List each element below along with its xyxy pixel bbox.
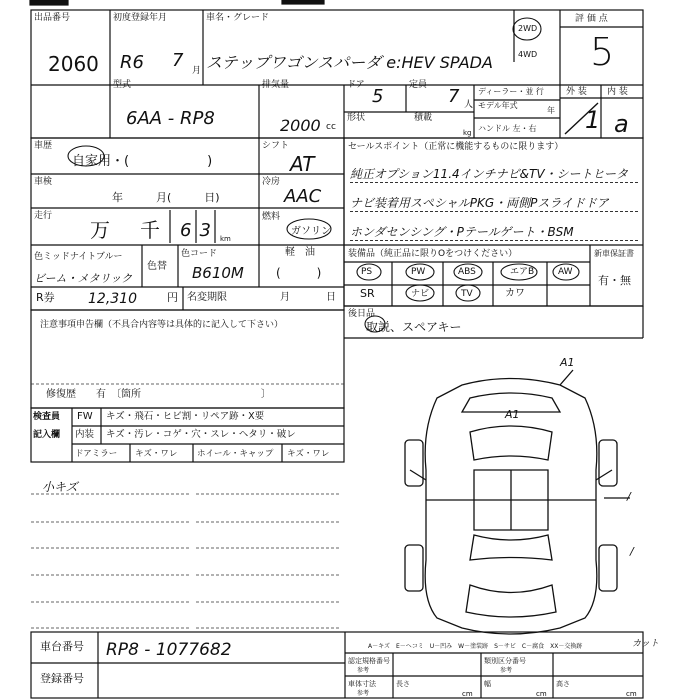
notes-label: 注意事項申告欄（不具合内容等は具体的に記入して下さい）: [40, 320, 284, 330]
new-warranty-label: 新車保証書: [594, 249, 634, 258]
dealer-label: ディーラー・並 行: [478, 87, 544, 96]
sales-line-3: ホンダセンシング・Pテールゲート・BSM: [350, 223, 638, 241]
mirror-items: キズ・ワレ: [135, 449, 178, 459]
size-ref: 参考: [357, 690, 370, 697]
exterior-label: 外 装: [566, 87, 587, 97]
km-unit: km: [220, 235, 231, 243]
after-label: 後日品: [348, 309, 376, 319]
equip-sr: SR: [360, 287, 375, 300]
mark-right-2: /: [630, 545, 634, 558]
inspector-label-1: 検査員: [33, 412, 61, 422]
fw-items: キズ・飛石・ヒビ割・リペア跡・X要: [106, 411, 265, 422]
interior-score: a: [614, 110, 629, 138]
wheel-label: ホイール・キャップ: [197, 449, 274, 459]
mileage-man: 万: [90, 218, 110, 242]
score-label: 評 価 点: [575, 14, 608, 24]
displacement-value: 2000: [280, 116, 321, 135]
fuel-label: 燃料: [262, 212, 281, 222]
color-code-label: 色コード: [181, 249, 218, 259]
kg-unit: kg: [463, 129, 472, 137]
year-unit: 年: [547, 106, 555, 115]
repair-history: 修復歴 有 〔箇所 〕: [46, 389, 271, 400]
handle-label: ハンドル 左・右: [478, 124, 537, 133]
handwritten-note: 小キズ: [42, 480, 78, 494]
mileage-label: 走行: [34, 211, 53, 221]
equipment-label: 装備品（純正品に限りOをつけください）: [348, 249, 518, 259]
after-value: 取説、スペアキー: [366, 320, 462, 334]
color-code-value: B610M: [192, 264, 244, 282]
interior-label: 内 装: [607, 87, 628, 97]
lot-number: 2060: [48, 52, 99, 76]
mark-right: /: [627, 490, 631, 503]
width-label: 幅: [484, 680, 491, 688]
sales-label: セールスポイント（正常に機能するものに限ります）: [348, 142, 564, 152]
equip-pw: PW: [411, 267, 426, 277]
equip-aw: AW: [558, 267, 573, 277]
name-change-label: 名変期限: [187, 292, 227, 303]
model-label: 車名・グレード: [206, 13, 270, 23]
mileage-value: 63: [180, 220, 219, 241]
name-change-day: 日: [326, 292, 336, 303]
damage-a1-top: A1: [560, 356, 575, 369]
shape-label: 形状: [347, 113, 366, 123]
usage-label: 車歴: [34, 141, 53, 151]
exterior-score: 1: [585, 106, 601, 134]
height-cm: cm: [626, 690, 637, 698]
registration-label: 登録番号: [40, 672, 84, 685]
shift-label: シフト: [262, 141, 290, 151]
usage-value: 自家用・( ): [72, 154, 213, 169]
type-label: 型式: [113, 80, 132, 90]
fuel-value: ガソリン: [291, 226, 331, 237]
length-cm: cm: [462, 690, 473, 698]
equip-abs: ABS: [458, 267, 476, 277]
yen-unit: 円: [167, 291, 178, 304]
equip-ps: PS: [361, 267, 373, 277]
chassis-label: 車台番号: [40, 640, 84, 653]
ac-value: AAC: [284, 186, 322, 207]
cert-label: 認定規格番号: [348, 657, 390, 665]
paren-blank: ( ): [276, 266, 322, 280]
recycle-label: R券: [36, 291, 55, 304]
height-label: 高さ: [556, 680, 570, 688]
color-sub: ビーム・メタリック: [34, 272, 133, 285]
size-label: 車体寸法: [348, 680, 376, 688]
shift-value: AT: [290, 152, 315, 176]
lot-label: 出品番号: [34, 13, 71, 23]
displacement-label: 排気量: [262, 80, 290, 90]
equip-navi: ナビ: [411, 289, 430, 299]
warranty-value: 有・無: [598, 274, 631, 287]
color-change-label: 色替: [147, 261, 167, 272]
name-change-month: 月: [280, 292, 290, 303]
model-name: ステップワゴンスパーダ e:HEV SPADA: [206, 53, 493, 72]
length-label: 長さ: [396, 680, 410, 688]
width-cm: cm: [536, 690, 547, 698]
first-reg-era: R6: [120, 52, 144, 73]
cert-ref: 参考: [357, 667, 370, 674]
sales-line-1: 純正オプション11.4インチナビ&TV・シートヒータ: [350, 165, 638, 183]
person-unit: 人: [464, 100, 474, 110]
doors-label: ドア: [347, 80, 365, 90]
recycle-value: 12,310: [88, 291, 137, 307]
first-reg-month: 7: [172, 50, 184, 71]
inspector-label-2: 記入欄: [33, 430, 61, 440]
fw-label: FW: [77, 411, 93, 422]
equip-airbag: エアB: [510, 267, 535, 277]
color-name: 色ミッドナイトブルー: [34, 252, 123, 262]
chassis-number: RP8 - 1077682: [106, 640, 232, 660]
equip-leather: カワ: [505, 288, 525, 299]
fuel-light-label: 軽 油: [285, 247, 315, 258]
ac-label: 冷房: [262, 177, 281, 187]
damage-a1-hood: A1: [505, 408, 520, 421]
damage-legend: A－キズ E－ヘコミ U－凹み W－塗装跡 S－サビ C－腐食 XX－交換跡: [368, 643, 583, 650]
model-year-label: モデル年式: [478, 101, 518, 110]
load-label: 積載: [414, 113, 433, 123]
score-value: 5: [590, 30, 615, 74]
class-ref: 参考: [500, 667, 513, 674]
inspection-label: 車検: [34, 177, 53, 187]
capacity-value: 7: [448, 86, 460, 107]
interior-inspect-label: 内装: [75, 429, 95, 440]
drive-4wd: 4WD: [518, 50, 538, 59]
mirror-label: ドアミラー: [75, 449, 118, 459]
doors-value: 5: [372, 86, 384, 107]
equip-tv: TV: [461, 289, 473, 299]
inspection-date: 年 月( 日): [112, 191, 220, 204]
wheel-items: キズ・ワレ: [287, 449, 330, 459]
cc-unit: cc: [326, 122, 336, 132]
interior-inspect-items: キズ・汚レ・コゲ・穴・スレ・ヘタリ・破レ: [106, 429, 296, 440]
mileage-sen: 千: [140, 218, 160, 242]
first-reg-label: 初度登録年月: [113, 13, 168, 23]
capacity-label: 定員: [409, 80, 428, 90]
drive-2wd: 2WD: [518, 24, 538, 33]
class-label: 類別区分番号: [484, 657, 526, 665]
month-unit: 月: [192, 66, 202, 76]
cut-stamp: カット: [632, 639, 659, 649]
type-value: 6AA - RP8: [126, 108, 215, 129]
sales-line-2: ナビ装着用スペシャルPKG・両側Pスライドドア: [350, 194, 638, 212]
